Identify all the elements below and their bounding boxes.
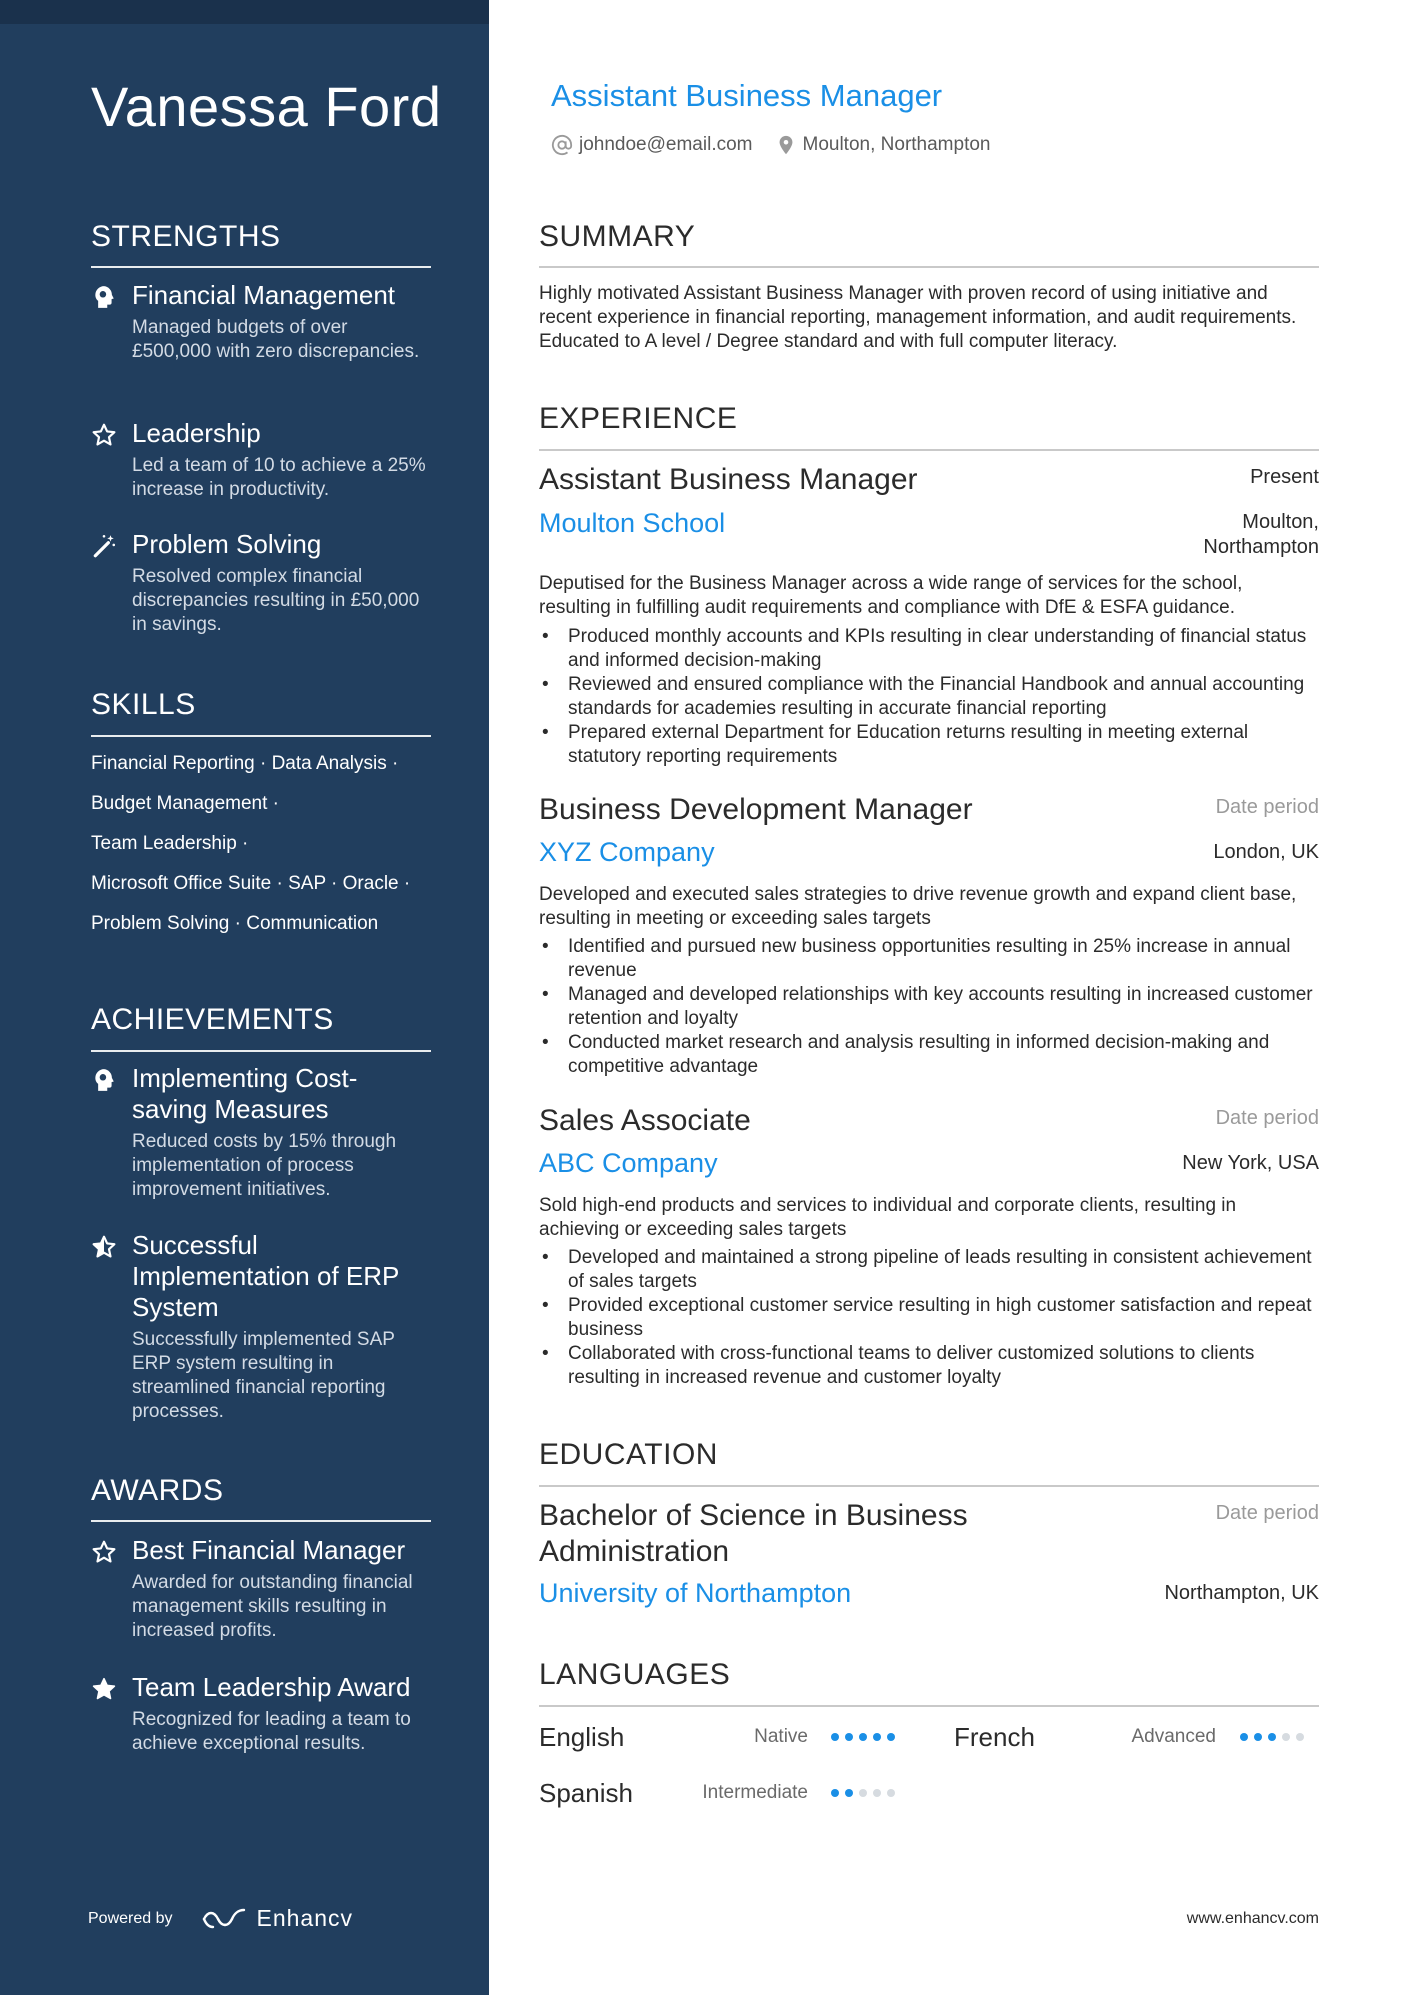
rating-dot-filled: [845, 1789, 853, 1797]
rating-dot-empty: [859, 1789, 867, 1797]
job-date: Present: [1250, 466, 1319, 488]
experience-entry: [539, 462, 1319, 767]
award-item: [91, 1672, 431, 1756]
skills-heading: SKILLS: [91, 688, 196, 721]
star-outline-icon: [91, 422, 117, 448]
award-desc: Recognized for leading a team to achieve exceptional results.: [132, 1709, 411, 1754]
education-divider: [539, 1485, 1319, 1487]
achievements-heading: ACHIEVEMENTS: [91, 1003, 334, 1036]
award-title: Best Financial Manager: [132, 1535, 406, 1565]
rating-dot-empty: [1296, 1733, 1304, 1741]
skills-row: Microsoft Office Suite · SAP · Oracle ·: [91, 873, 411, 894]
job-bullet: • Produced monthly accounts and KPIs resulting in clear understanding of financial status and informed decision-making: [539, 625, 1319, 673]
achievement-title: Implementing Cost-saving Measures: [132, 1063, 358, 1124]
language-item: [539, 1776, 909, 1810]
job-location: London, UK: [1213, 841, 1319, 863]
achievement-desc: Reduced costs by 15% through implementation of process improvement initiatives.: [132, 1131, 397, 1200]
education-heading: EDUCATION: [539, 1438, 718, 1471]
skills-divider: [91, 735, 431, 737]
language-rating: [831, 1789, 901, 1797]
awards-heading: AWARDS: [91, 1474, 224, 1507]
job-location: New York, USA: [1182, 1152, 1319, 1174]
star-filled-icon: [91, 1676, 117, 1702]
strength-item: [91, 529, 431, 637]
star-half-icon: [91, 1234, 117, 1260]
magic-wand-icon: [91, 533, 117, 559]
rating-dot-empty: [873, 1789, 881, 1797]
experience-entry: [539, 792, 1319, 1077]
rating-dot-filled: [845, 1733, 853, 1741]
skills-row: Financial Reporting · Data Analysis ·: [91, 753, 399, 774]
job-company: XYZ Company: [539, 837, 715, 867]
rating-dot-filled: [1268, 1733, 1276, 1741]
achievement-desc: Successfully implemented SAP ERP system resulting in streamlined financial reporting processes.: [132, 1329, 395, 1422]
job-bullet: • Developed and maintained a strong pipeline of leads resulting in consistent achievement of sales targets: [539, 1246, 1319, 1294]
language-name: English: [539, 1721, 625, 1752]
contact-location: Moulton, Northampton: [802, 134, 991, 155]
rating-dot-filled: [887, 1733, 895, 1741]
job-summary: Developed and executed sales strategies to drive revenue growth and expand client base, resulting in meeting or exceeding sales targets: [539, 884, 1297, 929]
language-item: [954, 1720, 1319, 1754]
language-level: Native: [754, 1726, 808, 1747]
job-bullet: • Collaborated with cross-functional teams to deliver customized solutions to clients resulting in increased revenue and customer loyalty: [539, 1342, 1319, 1390]
powered-by: [88, 1905, 353, 1932]
rating-dot-empty: [1282, 1733, 1290, 1741]
rating-dot-filled: [1240, 1733, 1248, 1741]
job-summary: Sold high-end products and services to individual and corporate clients, resulting in achieving or exceeding sales targets: [539, 1195, 1237, 1240]
language-item: [539, 1720, 909, 1754]
education-entry: [539, 1498, 1319, 1608]
summary-divider: [539, 266, 1319, 268]
rating-dot-filled: [1254, 1733, 1262, 1741]
job-bullet: • Identified and pursued new business opportunities resulting in 25% increase in annual revenue: [539, 935, 1319, 983]
education-location: Northampton, UK: [1164, 1582, 1319, 1604]
job-role: Sales Associate: [539, 1104, 751, 1137]
footer-website[interactable]: www.enhancv.com: [1186, 1910, 1319, 1927]
rating-dot-filled: [873, 1733, 881, 1741]
achievement-title: Successful Implementation of ERP System: [132, 1230, 399, 1322]
language-name: French: [954, 1721, 1035, 1752]
job-bullet: • Reviewed and ensured compliance with the Financial Handbook and annual accounting standards for academies resulting in accurate financial reporting: [539, 673, 1319, 721]
job-bullet: • Prepared external Department for Education returns resulting in meeting external statutory reporting requirements: [539, 721, 1319, 769]
sidebar: [0, 0, 489, 1995]
achievement-item: [91, 1230, 431, 1424]
contact-row: [551, 134, 991, 156]
language-rating: [831, 1733, 901, 1741]
award-desc: Awarded for outstanding financial management skills resulting in increased profits.: [132, 1572, 413, 1641]
experience-entry: [539, 1103, 1319, 1388]
candidate-name: Vanessa Ford: [91, 75, 442, 138]
education-school: University of Northampton: [539, 1578, 852, 1608]
job-role: Assistant Business Manager: [539, 463, 918, 496]
location-pin-icon: [775, 134, 797, 156]
job-location: Moulton, Northampton: [1203, 511, 1319, 558]
star-outline-icon: [91, 1539, 117, 1565]
contact-email[interactable]: johndoe@email.com: [579, 134, 753, 155]
award-title: Team Leadership Award: [132, 1672, 411, 1702]
rating-dot-filled: [831, 1789, 839, 1797]
skills-row: Budget Management ·: [91, 793, 280, 814]
strength-title: Problem Solving: [132, 529, 322, 559]
head-brain-icon: [91, 1067, 117, 1093]
achievements-divider: [91, 1050, 431, 1052]
education-degree: Bachelor of Science in Business Administration: [539, 1499, 968, 1568]
job-bullet: • Conducted market research and analysis resulting in informed decision-making and competitive advantage: [539, 1031, 1319, 1079]
awards-divider: [91, 1520, 431, 1522]
languages-divider: [539, 1705, 1319, 1707]
job-company: ABC Company: [539, 1148, 718, 1178]
enhancv-logo-icon: [201, 1906, 249, 1932]
job-date: Date period: [1215, 796, 1319, 818]
sidebar-top-bar: [0, 0, 489, 24]
education-date: Date period: [1215, 1502, 1319, 1524]
strength-title: Financial Management: [132, 280, 396, 310]
language-level: Advanced: [1131, 1726, 1216, 1747]
award-item: [91, 1535, 431, 1643]
language-rating: [1240, 1733, 1310, 1741]
rating-dot-empty: [887, 1789, 895, 1797]
experience-heading: EXPERIENCE: [539, 402, 738, 435]
language-level: Intermediate: [702, 1782, 808, 1803]
job-bullets: [539, 935, 1319, 1079]
strengths-divider: [91, 266, 431, 268]
powered-by-label: Powered by: [88, 1909, 173, 1927]
at-sign-icon: [551, 134, 573, 156]
strength-item: [91, 280, 431, 364]
job-bullets: [539, 1246, 1319, 1390]
job-bullet: • Managed and developed relationships with key accounts resulting in increased customer retention and loyalty: [539, 983, 1319, 1031]
job-summary: Deputised for the Business Manager across a wide range of services for the school, resulting in fulfilling audit requirements and compliance with DfE & ESFA guidance.: [539, 573, 1243, 618]
skills-row: Problem Solving · Communication: [91, 913, 379, 934]
skills-list: [91, 752, 436, 952]
job-date: Date period: [1215, 1107, 1319, 1129]
rating-dot-filled: [859, 1733, 867, 1741]
strength-title: Leadership: [132, 418, 261, 448]
strength-desc: Managed budgets of over £500,000 with zero discrepancies.: [132, 317, 420, 362]
strength-item: [91, 418, 431, 502]
rating-dot-filled: [831, 1733, 839, 1741]
head-brain-icon: [91, 284, 117, 310]
language-name: Spanish: [539, 1777, 633, 1808]
strength-desc: Led a team of 10 to achieve a 25% increase in productivity.: [132, 455, 426, 500]
summary-heading: SUMMARY: [539, 220, 696, 253]
strength-desc: Resolved complex financial discrepancies resulting in £50,000 in savings.: [132, 566, 420, 635]
experience-divider: [539, 449, 1319, 451]
job-company: Moulton School: [539, 508, 726, 538]
summary-text: Highly motivated Assistant Business Manager with proven record of using initiative and recent experience in financial reporting, management information, and audit requirements. Educated to A level / Degree standard and with full computer literacy.: [539, 283, 1297, 352]
strengths-heading: STRENGTHS: [91, 220, 281, 253]
achievement-item: [91, 1063, 431, 1202]
enhancv-brand: Enhancv: [256, 1905, 354, 1931]
header-job-title: Assistant Business Manager: [551, 78, 943, 113]
job-role: Business Development Manager: [539, 793, 973, 826]
job-bullet: • Provided exceptional customer service resulting in high customer satisfaction and repeat business: [539, 1294, 1319, 1342]
main-content: [539, 0, 1319, 1995]
job-bullets: [539, 625, 1319, 769]
languages-heading: LANGUAGES: [539, 1658, 731, 1691]
skills-row: Team Leadership ·: [91, 833, 249, 854]
